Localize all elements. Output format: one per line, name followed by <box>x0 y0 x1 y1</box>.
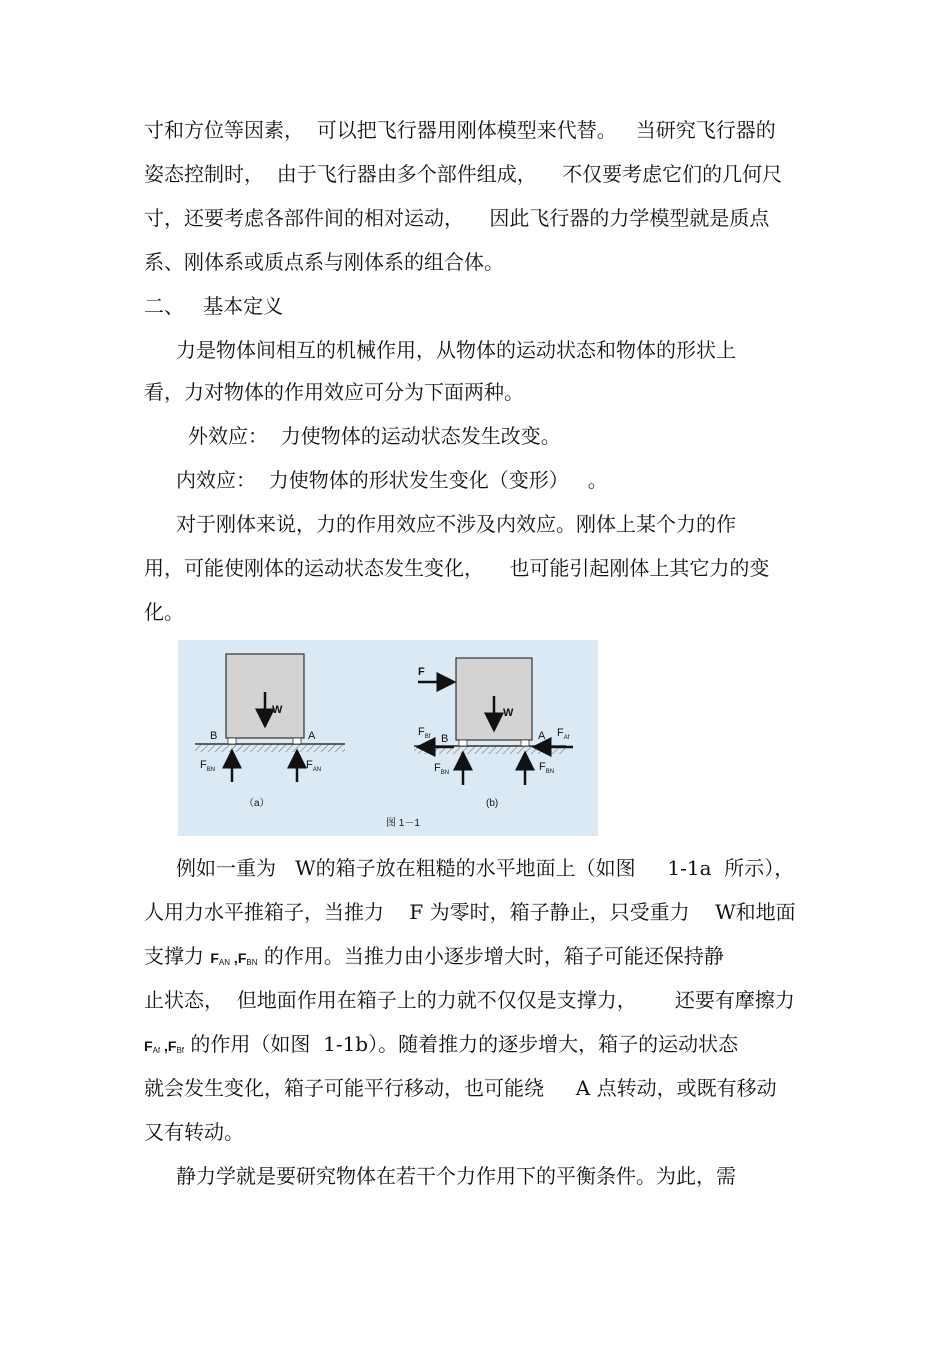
faf-label-b: F <box>557 727 564 739</box>
point-a-label-a: A <box>308 730 316 742</box>
text-line: $F_{Af}$ $,F_{Bf}$ 的作用（如图 1-1b）。随着推力的逐步增大，箱子的运动状态 <box>144 1032 739 1056</box>
text-line: 寸和方位等因素， 可以把飞行器用刚体模型来代替。 当研究飞行器的 <box>144 118 776 142</box>
fbn-label-a: F <box>200 759 207 771</box>
text-line: 内效应： 力使物体的形状发生变化（变形） 。 <box>176 468 608 492</box>
text-line: 静力学就是要研究物体在若干个力作用下的平衡条件。为此，需 <box>176 1164 736 1188</box>
text-line: 看，力对物体的作用效应可分为下面两种。 <box>144 380 524 404</box>
figure-a <box>195 654 345 809</box>
svg-text:FBN: $F_{BN}$ <box>200 759 216 773</box>
text-line: 支撑力 $F_{AN}$ $,F_{BN}$ 的作用。当推力由小逐步增大时，箱子可能还保持静 <box>144 944 724 968</box>
fbn-label-b: F <box>434 762 441 774</box>
figure-1-1 <box>178 640 598 836</box>
figure-caption: 图 1－1 <box>386 818 420 829</box>
ground-a <box>195 744 345 752</box>
fan-label-a: F <box>306 759 313 771</box>
text-line: 又有转动。 <box>144 1120 244 1144</box>
text-line: 系、刚体系或质点系与刚体系的组合体。 <box>144 250 504 274</box>
point-b-label-b: B <box>441 733 449 745</box>
text-line: 化。 <box>144 600 184 624</box>
svg-text:FAf: $F_{Af}$ <box>557 727 570 741</box>
text-line: 对于刚体来说，力的作用效应不涉及内效应。刚体上某个力的作 <box>176 512 736 536</box>
fbn2-label-b: F <box>539 761 546 773</box>
svg-text:FBN: $F_{BN}$ <box>539 761 555 775</box>
svg-text:FAN: $F_{AN}$ <box>306 759 322 773</box>
text-line: 姿态控制时， 由于飞行器由多个部件组成， 不仅要考虑它们的几何尺 <box>144 162 783 186</box>
svg-text:FBf: $F_{Bf}$ <box>418 726 431 740</box>
text-line: 止状态， 但地面作用在箱子上的力就不仅仅是支撑力， 还要有摩擦力 <box>144 988 795 1012</box>
point-a-label-b: A <box>538 730 546 742</box>
text-line: 力是物体间相互的机械作用，从物体的运动状态和物体的形状上 <box>176 338 736 362</box>
text-line: 就会发生变化，箱子可能平行移动，也可能绕 A 点转动，或既有移动 <box>144 1076 777 1100</box>
text-line: 寸，还要考虑各部件间的相对运动， 因此飞行器的力学模型就是质点 <box>144 206 770 230</box>
text-line: 例如一重为 W的箱子放在粗糙的水平地面上（如图 1-1a 所示）， <box>176 856 795 880</box>
figure-b <box>414 658 573 809</box>
w-label-b: W <box>503 707 514 719</box>
point-b-label-a: B <box>210 730 218 742</box>
fbf-label-b: F <box>418 726 425 738</box>
section-heading: 二、 基本定义 <box>144 294 284 318</box>
text-line: 人用力水平推箱子，当推力 F 为零时，箱子静止，只受重力 W和地面 <box>144 900 796 924</box>
svg-text:FBN: $F_{BN}$ <box>434 762 450 776</box>
figure-svg <box>178 640 598 836</box>
w-label-a: W <box>272 704 283 716</box>
label-b: (b) <box>486 798 499 809</box>
f-label-b: F <box>418 666 425 678</box>
label-a: （a） <box>244 798 270 809</box>
text-line: 外效应： 力使物体的运动状态发生改变。 <box>188 424 561 448</box>
text-line: 用，可能使刚体的运动状态发生变化， 也可能引起刚体上其它力的变 <box>144 556 770 580</box>
